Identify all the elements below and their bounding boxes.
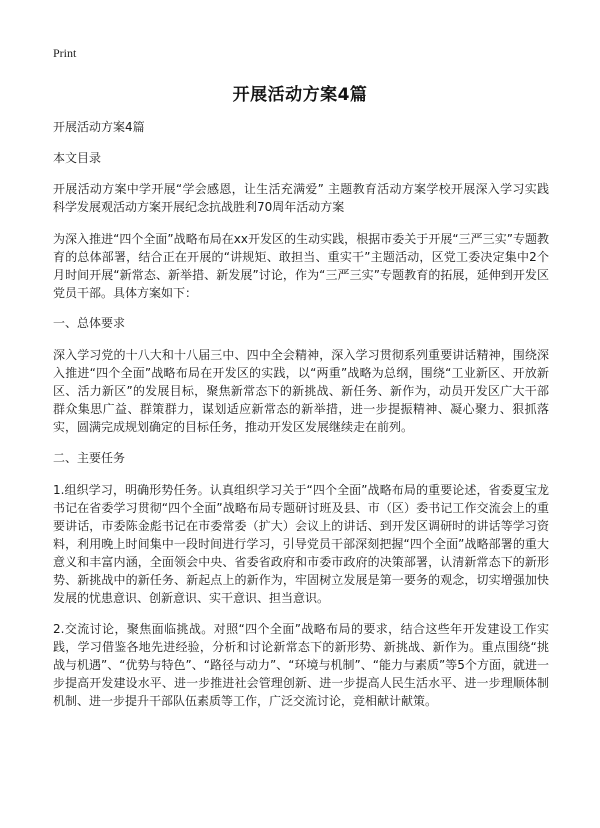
document-subtitle: 开展活动方案4篇	[53, 120, 145, 134]
page-title: 开展活动方案4篇	[232, 85, 368, 105]
task-paragraph-2: 2.交流讨论，聚焦面临挑战。对照“四个全面”战略布局的要求，结合这些年开发建设工作实践，学习借鉴各地先进经验，分析和讨论新常态下的新形势、新挑战、新作为。重点围绕“挑战与机遇”、“优势与特色”、“路径与动力”、“环境与机制”、“能力与素质”等5个方面，就进一步提高开发建设水平、进一步推进社会管理创新、进一步提高人民生活水平、进一步理顺体制机制、进一步提升干部队伍素质等工作，广泛交流讨论，竞相献计献策。	[53, 622, 549, 708]
print-link[interactable]: Print	[53, 46, 77, 60]
toc-heading: 本文目录	[53, 151, 102, 165]
intro-paragraph: 为深入推进“四个全面”战略布局在xx开发区的生动实践，根据市委关于开展“三严三实”专题教育的总体部署，结合正在开展的“讲规矩、敢担当、重实干”主题活动，区党工委决定集中2个月时间开展“新常态、新举措、新发展”讨论，作为“三严三实”专题教育的拓展，延伸到开发区党员干部。具体方案如下：	[53, 232, 549, 300]
task-paragraph-1: 1.组织学习，明确形势任务。认真组织学习关于“四个全面”战略布局的重要论述，省委夏宝龙书记在省委学习贯彻“四个全面”战略布局专题研讨班及县、市（区）委书记工作交流会上的重要讲话，市委陈金彪书记在市委常委（扩大）会议上的讲话、到开发区调研时的讲话等学习资料，利用晚上时间集中一段时间进行学习，引导党员干部深刻把握“四个全面”战略部署的重大意义和丰富内涵，全面领会中央、省委省政府和市委市政府的决策部署，认清新常态下的新形势、新挑战中的新任务、新起点上的新作为，牢固树立发展是第一要务的观念，切实增强加快发展的忧患意识、创新意识、实干意识、担当意识。	[53, 483, 549, 605]
toc-list: 开展活动方案中学开展“学会感恩，让生活充满爱” 主题教育活动方案学校开展深入学习实践科学发展观活动方案开展纪念抗战胜利70周年活动方案	[53, 182, 549, 214]
general-requirements-paragraph: 深入学习党的十八大和十八届三中、四中全会精神，深入学习贯彻系列重要讲话精神，围绕深入推进“四个全面”战略布局在开发区的实践，以“两重”战略为总纲，围绕“工业新区、开放新区、活力新区”的发展目标，聚焦新常态下的新挑战、新任务、新作为，动员开发区广大干部群众集思广益、群策群力，谋划适应新常态的新举措，进一步提振精神、凝心聚力、狠抓落实，圆满完成规划确定的目标任务，推动开发区发展继续走在前列。	[53, 348, 549, 434]
section-heading-general: 一、总体要求	[53, 316, 126, 330]
section-heading-tasks: 二、主要任务	[53, 451, 126, 465]
document-body	[53, 118, 549, 723]
